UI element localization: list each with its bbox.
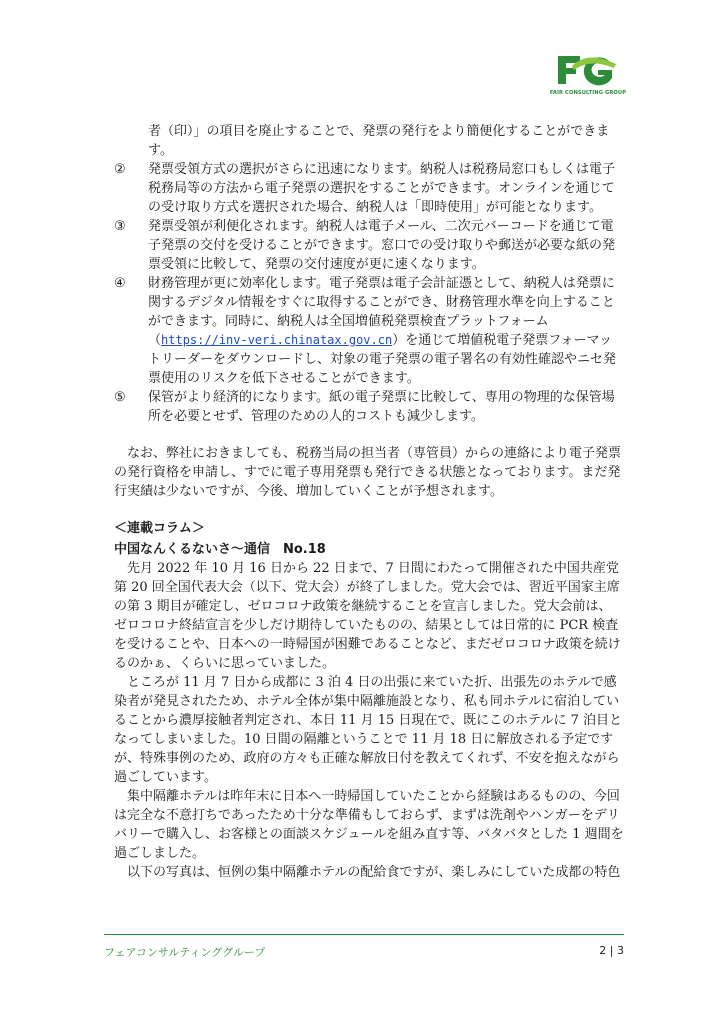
page-number: 2 | 3 — [599, 944, 624, 957]
logo-text: FAIR CONSULTING GROUP — [549, 90, 627, 96]
item-number: ⑤ — [114, 390, 126, 405]
item-text: 保管がより経済的になります。紙の電子発票に比較して、専用の物理的な保管場所を必要とせず、管理のための人的コストも減少します。 — [148, 390, 615, 424]
document-body — [114, 122, 624, 882]
chinatax-link[interactable]: https://inv-veri.chinatax.gov.cn — [161, 333, 393, 347]
fcg-logo-icon — [554, 52, 622, 90]
item-number: ④ — [114, 276, 126, 291]
list-item — [114, 160, 624, 217]
item-text: 発票受領が利便化されます。納税人は電子メール、二次元バーコードを通じて電子発票の交付を受けることができます。窓口での受け取りや郵送が必要な紙の発票受領に比較して、発票の交付速度が更に速くなります。 — [148, 219, 615, 272]
note-paragraph: なお、弊社におきましても、税務当局の担当者（専管員）からの連絡により電子発票の発行資格を申請し、すでに電子専用発票も発行できる状態となっております。まだ発行実績は少ないですが、今後、増加していくことが予想されます。 — [114, 446, 622, 499]
continuation-text: 者（印）」の項目を廃止することで、発票の発行をより簡便化することができます。 — [148, 124, 610, 158]
company-logo — [548, 52, 628, 98]
footer-divider — [104, 934, 624, 935]
footer-company: フェアコンサルティンググループ — [104, 946, 266, 959]
column-title: 中国なんくるないさ～通信 No.18 — [114, 542, 326, 557]
list-item — [114, 388, 624, 426]
list-item — [114, 217, 624, 274]
list-item — [114, 274, 624, 388]
column-paragraph: 先月 2022 年 10 月 16 日から 22 日まで、7 日間にわたって開催された中国共産党第 20 回全国代表大会（以下、党大会）が終了しました。党大会では、習近平国家主席の第 3 期目が確定し、ゼロコロナ政策を継続することを宣言しました。党大会前は、ゼロコロナ終結宣言を少しだけ期待していたものの、結果としては日常的に PCR 検査を受けることや、日本への一時帰国が困難であることなど、まだゼロコロナ政策を続けるのかぁ、くらいに思っていました。 — [114, 561, 621, 671]
item-text: 発票受領方式の選択がさらに迅速になります。納税人は税務局窓口もしくは電子税務局等の方法から電子発票の選択をすることができます。オンラインを通じての受け取り方式を選択された場合、納税人は「即時使用」が可能となります。 — [148, 162, 615, 215]
column-paragraph: 以下の写真は、恒例の集中隔離ホテルの配給食ですが、楽しみにしていた成都の特色 — [127, 865, 621, 880]
item-text — [148, 274, 624, 388]
item-text-after: ）を通じて増値税電子発票フォーマットリーダーをダウンロードし、対象の電子発票の電子署名の有効性確認やニセ発票使用のリスクを低下させることができます。 — [148, 333, 617, 386]
column-paragraph: 集中隔離ホテルは昨年末に日本へ一時帰国していたことから経験はあるものの、今回は完全な不意打ちであったため十分な準備もしておらず、まずは洗剤やハンガーをデリバリーで購入し、お客様との面談スケジュールを組み直す等、バタバタとした 1 週間を過ごしました。 — [114, 789, 624, 861]
section-title: ＜連載コラム＞ — [114, 521, 205, 536]
item-text-before: 財務管理が更に効率化します。電子発票は電子会計証憑として、納税人は発票に関するデジタル情報をすぐに取得することができ、財務管理水準を向上することができます。同時に、納税人は全国増値税発票検査プラットフォーム（ — [148, 276, 615, 348]
column-paragraph: ところが 11 月 7 日から成都に 3 泊 4 日の出張に来ていた折、出張先のホテルで感染者が発見されたため、ホテル全体が集中隔離施設となり、私も同ホテルに宿泊していることから濃厚接触者判定され、本日 11 月 15 日現在で、既にこのホテルに 7 泊目となってしまいました。10 日間の隔離ということで 11 月 18 日に解放される予定ですが、特殊事例のため、政府の方々も正確な解放日付を教えてくれず、不安を抱えながら過ごしています。 — [114, 675, 623, 785]
item-number: ② — [114, 162, 126, 177]
item-number: ③ — [114, 219, 126, 234]
